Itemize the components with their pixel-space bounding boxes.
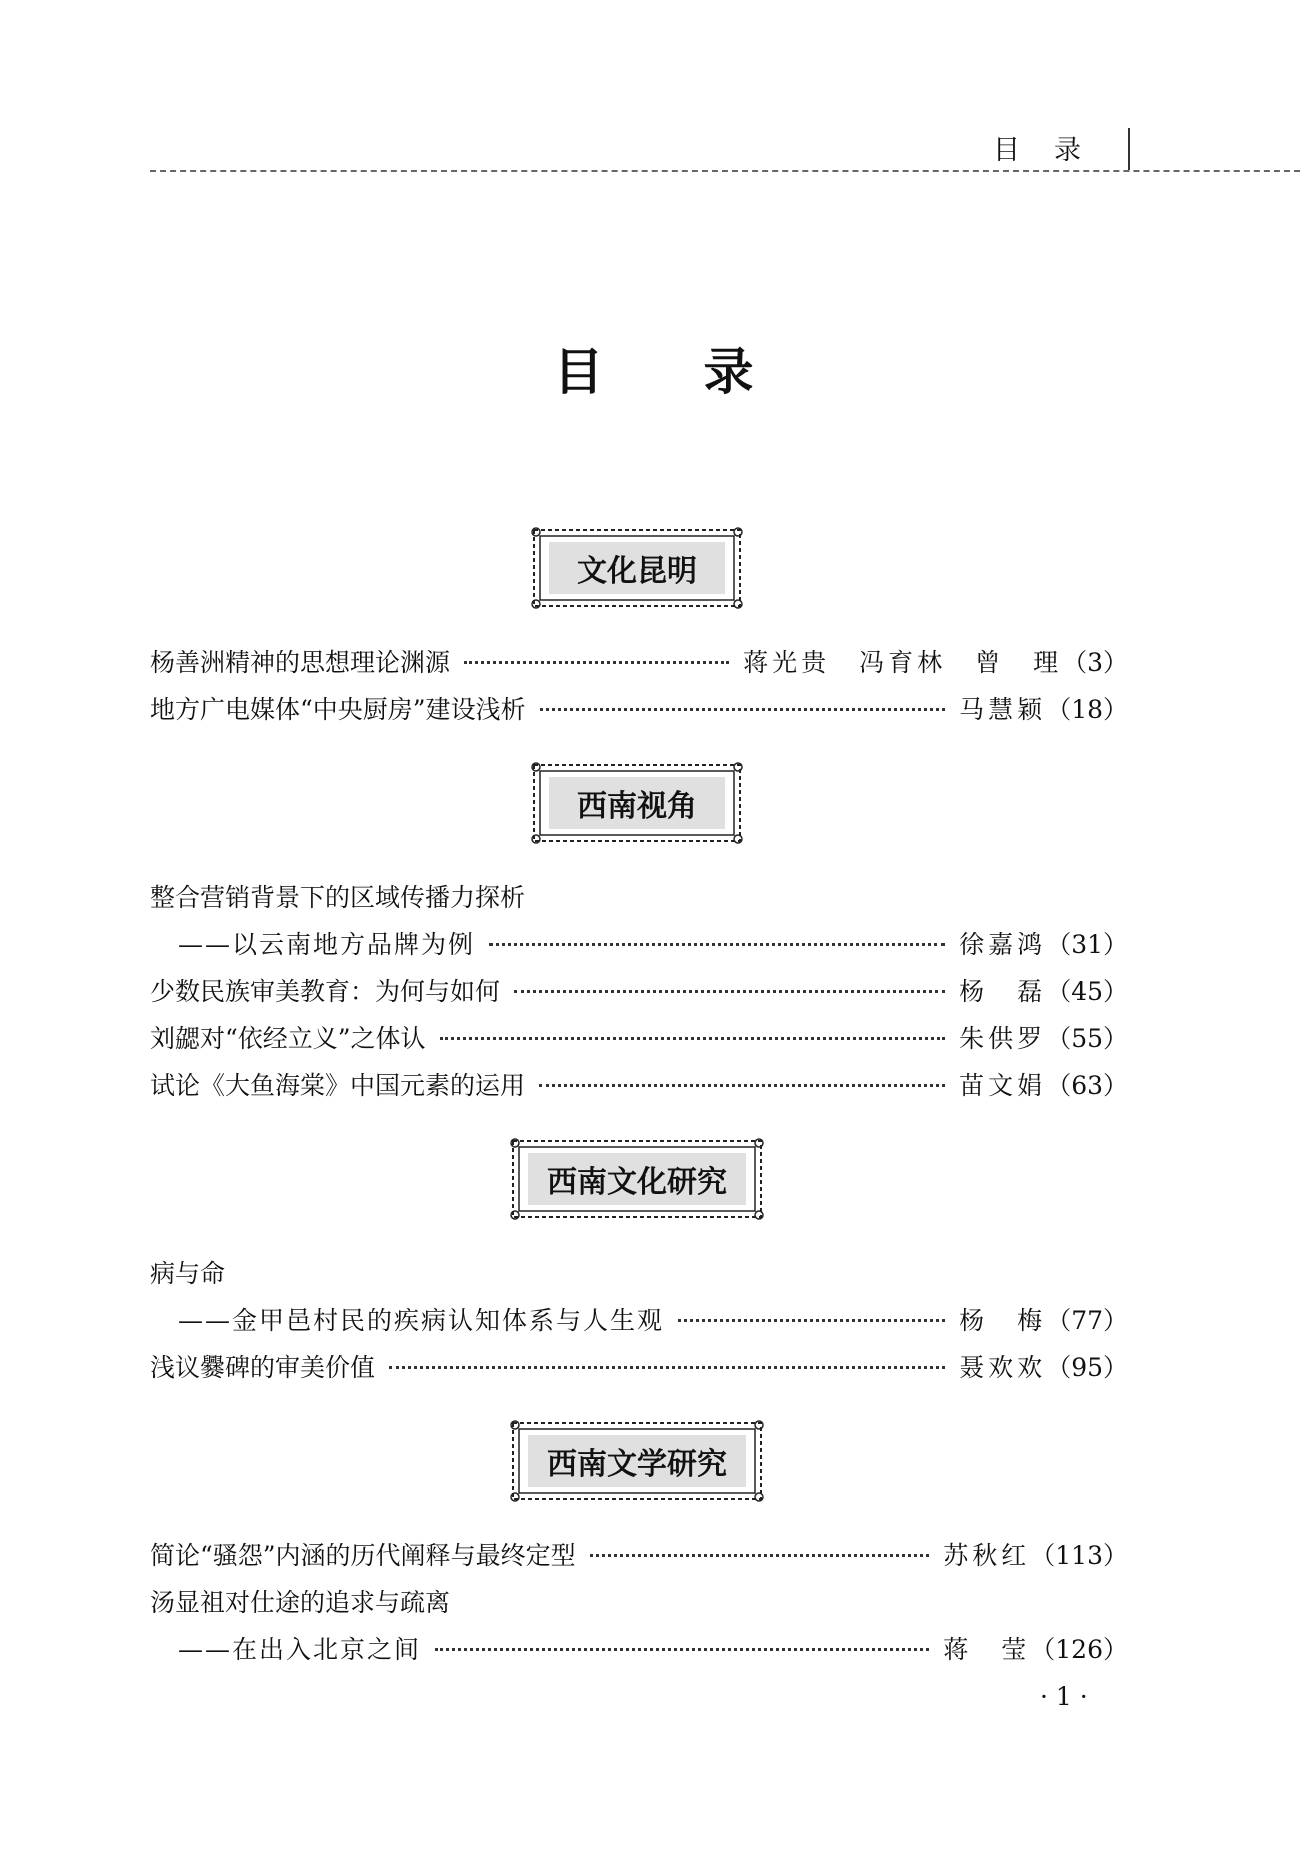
entry-title: 刘勰对“依经立义”之体认 [150, 1024, 426, 1053]
toc-entry[interactable] [150, 1066, 1128, 1106]
toc-entry[interactable] [150, 1254, 1128, 1294]
dot-leader [590, 1554, 930, 1557]
entry-page: （113） [1030, 1541, 1128, 1570]
entry-page: （77） [1046, 1306, 1128, 1335]
toc-entry[interactable] [150, 1583, 1128, 1623]
entry-page: （45） [1046, 977, 1128, 1006]
entry-page: （31） [1046, 930, 1128, 959]
section-title: 文化昆明 [549, 542, 725, 594]
entry-page: （95） [1046, 1353, 1128, 1382]
toc-entry[interactable] [150, 643, 1128, 683]
entry-author: 苗文娟 [959, 1071, 1047, 1100]
entry-author: 马慧颖 [959, 695, 1047, 724]
dot-leader [489, 943, 945, 946]
entry-page: （55） [1046, 1024, 1128, 1053]
section-title: 西南文学研究 [528, 1435, 746, 1487]
dot-leader [540, 708, 946, 711]
entry-title: 病与命 [150, 1259, 226, 1288]
entry-subtitle: ——在出入北京之间 [178, 1635, 422, 1664]
entry-title: 汤显祖对仕途的追求与疏离 [150, 1588, 451, 1617]
toc-entry[interactable] [150, 972, 1128, 1012]
entry-title: 少数民族审美教育：为何与如何 [150, 977, 501, 1006]
running-head-rule [1128, 128, 1130, 170]
toc-entry-subtitle[interactable] [150, 1301, 1128, 1341]
page-title: 目录 [553, 343, 854, 401]
page-number: · 1 · [1040, 1682, 1088, 1711]
entry-subtitle: ——以云南地方品牌为例 [178, 930, 476, 959]
toc-entry[interactable] [150, 1019, 1128, 1059]
section-frame [531, 762, 743, 844]
dot-leader [464, 661, 729, 664]
toc-entry[interactable] [150, 690, 1128, 730]
section-banner [0, 1138, 1307, 1220]
toc-entry[interactable] [150, 878, 1128, 918]
entry-author: 杨 磊 [959, 977, 1047, 1006]
entry-title: 试论《大鱼海棠》中国元素的运用 [150, 1071, 526, 1100]
entry-page: （3） [1062, 648, 1128, 677]
toc-entry-subtitle[interactable] [150, 925, 1128, 965]
dot-leader [539, 1084, 945, 1087]
entry-title: 浅议爨碑的审美价值 [150, 1353, 376, 1382]
entry-author: 徐嘉鸿 [959, 930, 1047, 959]
entry-author: 蒋光贵 冯育林 曾 理 [743, 648, 1063, 677]
section-banner [0, 1420, 1307, 1502]
section-frame [510, 1420, 764, 1502]
entry-author: 聂欢欢 [959, 1353, 1047, 1382]
entry-subtitle: ——金甲邑村民的疾病认知体系与人生观 [178, 1306, 665, 1335]
entry-title: 地方广电媒体“中央厨房”建设浅析 [150, 695, 526, 724]
section-banner [0, 527, 1307, 609]
entry-author: 蒋 莹 [943, 1635, 1031, 1664]
running-head [150, 128, 1300, 174]
entry-page: （18） [1046, 695, 1128, 724]
section-title: 西南视角 [549, 777, 725, 829]
dot-leader [440, 1037, 946, 1040]
section-frame [510, 1138, 764, 1220]
entry-author: 朱供罗 [959, 1024, 1047, 1053]
section-frame [531, 527, 743, 609]
entry-page: （126） [1030, 1635, 1128, 1664]
entry-title: 杨善洲精神的思想理论渊源 [150, 648, 451, 677]
entry-author: 苏秋红 [943, 1541, 1031, 1570]
header-dashed-line [150, 170, 1300, 172]
entry-author: 杨 梅 [959, 1306, 1047, 1335]
toc-entry[interactable] [150, 1348, 1128, 1388]
dot-leader [389, 1366, 945, 1369]
section-banner [0, 762, 1307, 844]
entry-title: 整合营销背景下的区域传播力探析 [150, 883, 526, 912]
dot-leader [435, 1648, 929, 1651]
dot-leader [514, 990, 945, 993]
running-head-title: 目录 [993, 135, 1115, 166]
toc-entry[interactable] [150, 1536, 1128, 1576]
entry-page: （63） [1046, 1071, 1128, 1100]
dot-leader [678, 1319, 945, 1322]
section-title: 西南文化研究 [528, 1153, 746, 1205]
entry-title: 简论“骚怨”内涵的历代阐释与最终定型 [150, 1541, 576, 1570]
toc-entry-subtitle[interactable] [150, 1630, 1128, 1670]
